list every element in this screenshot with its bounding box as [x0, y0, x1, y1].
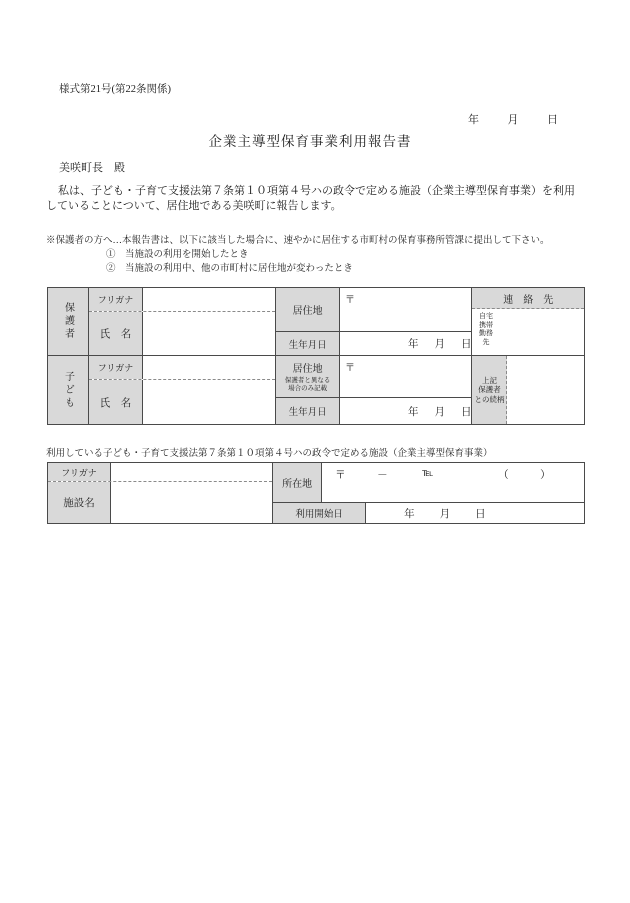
contact-field: [472, 309, 584, 355]
child-furigana-label: フリガナ: [89, 356, 143, 379]
guardian-residence-values: [340, 288, 473, 355]
form-number: 様式第21号(第22条関係): [59, 84, 171, 95]
relation-label: 上記 保護者 との続柄: [472, 356, 507, 424]
guardian-row: [48, 288, 584, 356]
child-birth-day-label: 日: [460, 406, 472, 418]
facility-address-block: [273, 463, 584, 523]
child-birth-month-label: 月: [434, 406, 445, 418]
child-residence-labels: [276, 356, 340, 424]
guardian-birth-day-label: 日: [460, 339, 472, 350]
start-month-label: 月: [439, 508, 451, 520]
guardian-name-field: [143, 312, 275, 355]
child-name-block: [89, 356, 276, 424]
child-residence-label: 居住地 保護者と異なる 場合のみ記載: [276, 356, 339, 398]
guardian-birthdate-label: 生年月日: [276, 332, 339, 355]
document-title: 企業主導型保育事業利用報告書: [208, 134, 412, 149]
postal-mark: 〒: [344, 295, 355, 306]
facility-furigana-field: [111, 463, 272, 481]
child-row: [48, 356, 584, 424]
guardian-residence-field: [340, 288, 472, 332]
note-item-1: ① 当施設の利用を開始したとき: [106, 250, 249, 260]
addressee: 美咲町長 殿: [59, 162, 125, 174]
start-date-field: [366, 503, 584, 523]
contact-header: 連 絡 先: [472, 288, 584, 309]
report-date-line: [468, 111, 558, 127]
postal-mark: 〒: [344, 363, 355, 374]
note-item-2: ② 当施設の利用中、他の市町村に居住地が変わったとき: [106, 264, 353, 274]
facility-furigana-label: フリガナ: [48, 463, 111, 481]
guardian-row-label: 保護者: [48, 288, 89, 355]
child-residence-note: 保護者と異なる 場合のみ記載: [284, 377, 331, 392]
tel-paren-close: ）: [540, 470, 551, 481]
relation-field: [507, 356, 584, 424]
child-residence-values: [340, 356, 473, 424]
child-furigana-field: [143, 356, 275, 379]
child-birth-year-label: 年: [407, 406, 419, 418]
start-date-label: 利用開始日: [273, 503, 366, 523]
start-day-label: 日: [475, 508, 486, 520]
guardian-name-block: [89, 288, 276, 355]
facility-address-field: [322, 463, 584, 502]
child-birthdate-label: 生年月日: [276, 398, 339, 424]
start-year-label: 年: [404, 508, 415, 520]
postal-dash: －: [377, 470, 388, 481]
child-name-label: 氏 名: [89, 380, 143, 424]
facility-name-field: [111, 482, 272, 523]
guardian-furigana-label: フリガナ: [89, 288, 143, 311]
child-relation-block: [472, 356, 584, 424]
guardian-residence-labels: [276, 288, 340, 355]
report-date-month-label: 月: [507, 114, 519, 126]
report-date-year-label: 年: [468, 114, 479, 126]
facility-table: [47, 462, 585, 524]
child-name-field: [143, 380, 275, 424]
child-birthdate-field: [340, 398, 472, 424]
facility-name-block: [48, 463, 273, 523]
guardian-birthdate-field: [340, 332, 472, 355]
guardian-child-table: [47, 287, 585, 425]
guardian-contact-block: [472, 288, 584, 355]
guardian-birth-year-label: 年: [407, 339, 419, 350]
child-row-label: 子ども: [48, 356, 89, 424]
guardian-residence-label: 居住地: [276, 288, 339, 332]
facility-name-label: 施設名: [48, 482, 111, 523]
child-residence-field: [340, 356, 472, 398]
tel-label: ℡: [422, 468, 434, 479]
report-date-day-label: 日: [547, 114, 558, 126]
contact-mobile-label: 携帯: [478, 320, 493, 329]
facility-heading: 利用している子ども・子育て支援法第７条第１０項第４号ハの政令で定める施設（企業主導型保育事業）: [46, 449, 493, 459]
guardian-birth-month-label: 月: [434, 339, 445, 350]
facility-address-label: 所在地: [273, 463, 322, 502]
guardian-furigana-field: [143, 288, 275, 311]
contact-home-label: 自宅: [478, 312, 493, 320]
body-paragraph: 私は、子ども・子育て支援法第７条第１０項第４号ハの政令で定める施設（企業主導型保育事業）を利用していることについて、居住地である美咲町に報告します。: [46, 185, 575, 212]
guardian-name-label: 氏 名: [89, 312, 143, 355]
tel-paren-open: （: [498, 470, 509, 481]
contact-work-label: 勤務先: [478, 329, 493, 346]
note-to-guardians: ※保護者の方へ…本報告書は、以下に該当した場合に、速やかに居住する市町村の保育事務所管課に提出して下さい。: [46, 236, 550, 246]
postal-mark: 〒: [335, 470, 346, 481]
